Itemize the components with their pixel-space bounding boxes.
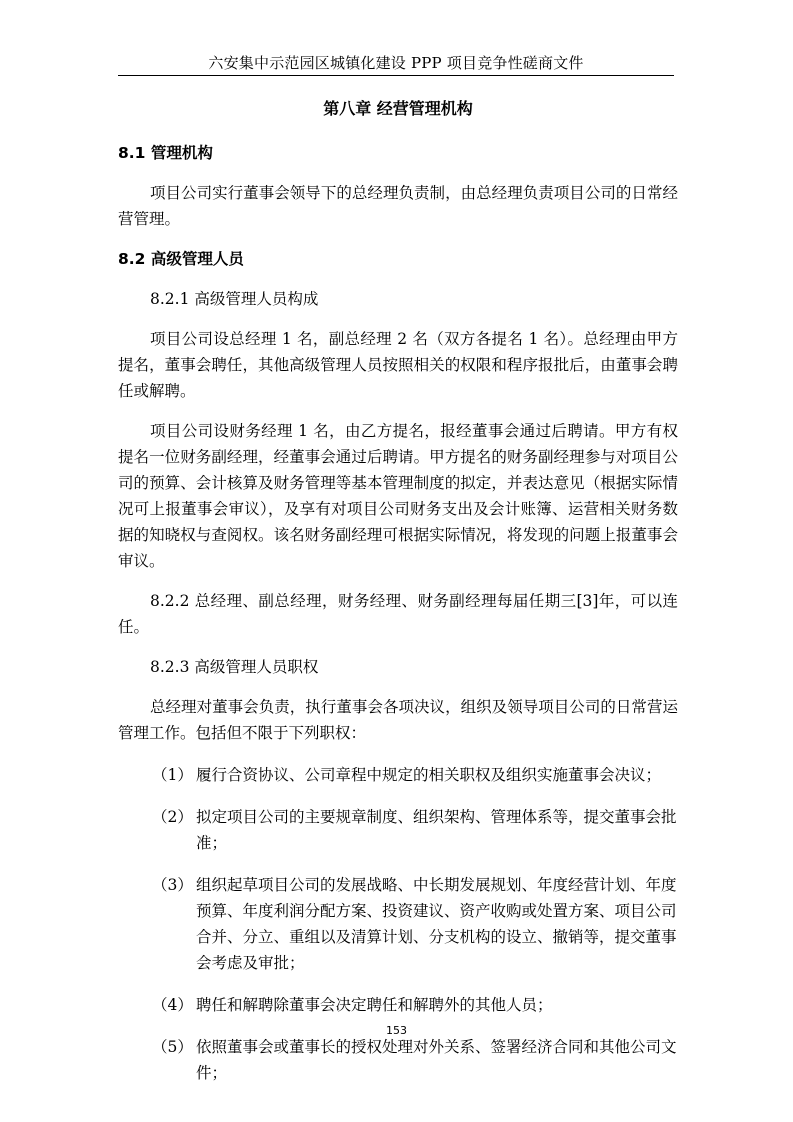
list-item-number: （2） <box>152 808 193 826</box>
list-item-text: 拟定项目公司的主要规章制度、组织架构、管理体系等，提交董事会批准； <box>196 808 677 852</box>
list-item-text: 履行合资协议、公司章程中规定的相关职权及组织实施董事会决议； <box>196 766 662 784</box>
list-item <box>118 1034 678 1086</box>
list-item-number: （5） <box>152 1038 193 1056</box>
section-8-2-1-paragraph-2: 项目公司设财务经理 1 名，由乙方提名，报经董事会通过后聘请。甲方有权提名一位财务副经理，经董事会通过后聘请。甲方提名的财务副经理参与对项目公司的预算、会计核算及财务管理等基本管理制度的拟定，并表达意见（根据实际情况可上报董事会审议），及享有对项目公司财务支出及会计账簿、运营相关财务数据的知晓权与查阅权。该名财务副经理可根据实际情况，将发现的问题上报董事会审议。 <box>118 422 678 570</box>
section-8-2-1-heading: 8.2.1 高级管理人员构成 <box>150 290 319 308</box>
running-header: 六安集中示范园区城镇化建设 PPP 项目竞争性磋商文件 <box>208 54 584 72</box>
section-8-2-2-paragraph: 8.2.2 总经理、副总经理，财务经理、财务副经理每届任期三[3]年，可以连任。 <box>118 592 678 636</box>
header-rule <box>118 75 674 76</box>
section-8-2-heading: 8.2 高级管理人员 <box>118 250 244 268</box>
page-number: 153 <box>386 1024 407 1037</box>
list-item-text: 聘任和解聘除董事会决定聘任和解聘外的其他人员； <box>196 996 553 1014</box>
section-8-2-3-paragraph: 总经理对董事会负责，执行董事会各项决议，组织及领导项目公司的日常营运管理工作。包括但不限于下列职权： <box>118 698 678 742</box>
chapter-title: 第八章 经营管理机构 <box>323 99 473 118</box>
section-8-1-heading: 8.1 管理机构 <box>118 144 213 162</box>
section-8-2-3-heading: 8.2.3 高级管理人员职权 <box>150 658 319 676</box>
list-item-text: 组织起草项目公司的发展战略、中长期发展规划、年度经营计划、年度预算、年度利润分配方案、投资建议、资产收购或处置方案、项目公司合并、分立、重组以及清算计划、分支机构的设立、撤销等，提交董事会考虑及审批； <box>196 876 677 972</box>
section-8-2-1-paragraph-1: 项目公司设总经理 1 名，副总经理 2 名（双方各提名 1 名）。总经理由甲方提名，董事会聘任，其他高级管理人员按照相关的权限和程序报批后，由董事会聘任或解聘。 <box>118 330 678 400</box>
page-body <box>118 92 678 1086</box>
list-item-number: （1） <box>152 766 193 784</box>
list-item <box>118 872 678 976</box>
list-item <box>118 992 678 1018</box>
list-item-number: （4） <box>152 996 193 1014</box>
list-item-number: （3） <box>152 876 193 894</box>
section-8-1-paragraph: 项目公司实行董事会领导下的总经理负责制，由总经理负责项目公司的日常经营管理。 <box>118 184 678 228</box>
list-item <box>118 762 678 788</box>
list-item <box>118 804 678 856</box>
list-item-text: 依照董事会或董事长的授权处理对外关系、签署经济合同和其他公司文件； <box>196 1038 677 1082</box>
